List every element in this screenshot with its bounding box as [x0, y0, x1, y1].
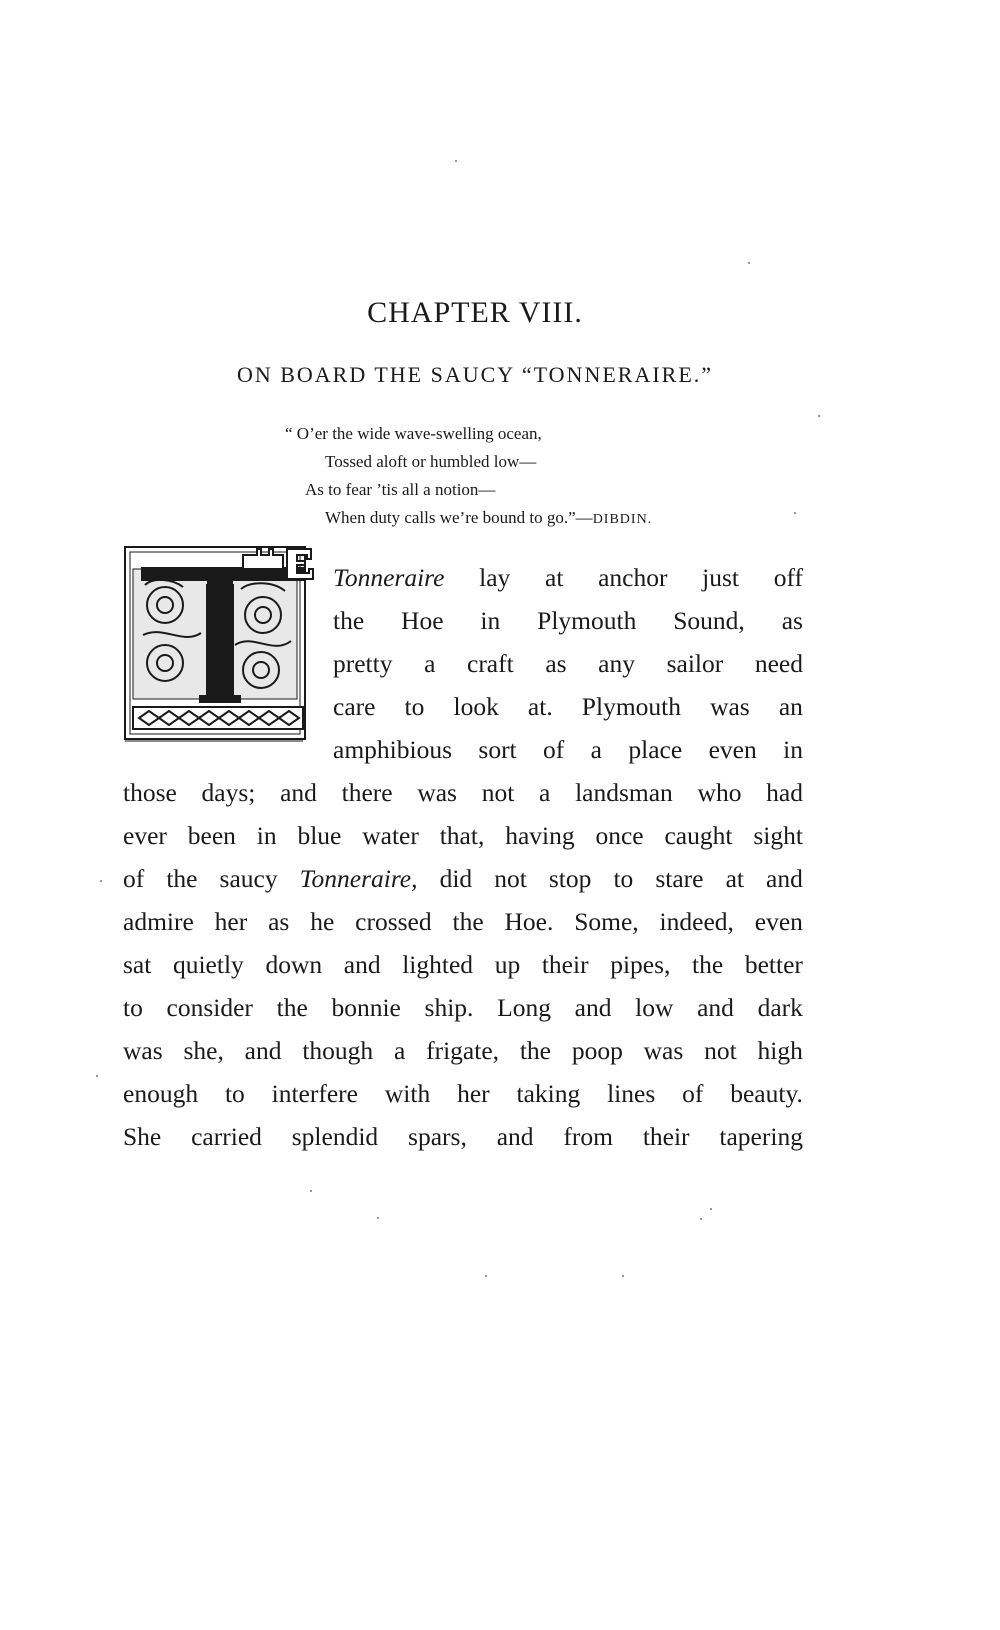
print-speck: [377, 1217, 379, 1219]
word: with: [384, 1079, 431, 1108]
word: and: [343, 950, 381, 979]
word: a: [539, 778, 551, 807]
word: their: [541, 950, 589, 979]
word: care: [333, 692, 376, 721]
word: high: [757, 1036, 803, 1065]
print-speck: [748, 262, 750, 264]
print-speck: [710, 1208, 712, 1210]
text-line: [123, 943, 803, 986]
word: Long: [497, 993, 551, 1022]
word: blue: [297, 821, 342, 850]
word: dark: [757, 993, 803, 1022]
word: sat: [123, 950, 152, 979]
word: consider: [166, 993, 253, 1022]
word: that,: [439, 821, 485, 850]
word: anchor: [598, 563, 668, 592]
print-speck: [310, 1190, 312, 1192]
word: an: [778, 692, 803, 721]
epigraph-line: [285, 504, 652, 534]
text-line: [123, 986, 803, 1029]
word: lay: [479, 563, 511, 592]
print-speck: [818, 415, 820, 417]
word: taking: [516, 1079, 581, 1108]
word: landsman: [575, 778, 673, 807]
word: the: [276, 993, 308, 1022]
text-line: [333, 728, 803, 771]
print-speck: [622, 1275, 624, 1277]
word: Sound,: [673, 606, 745, 635]
epigraph-line: As to fear ’tis all a notion—: [305, 480, 496, 499]
word: from: [563, 1122, 613, 1151]
epigraph-line: “ O’er the wide wave-swelling ocean,: [285, 424, 542, 443]
word: just: [702, 563, 740, 592]
word: been: [187, 821, 236, 850]
word: not: [481, 778, 515, 807]
word: saucy: [219, 864, 278, 893]
word: and: [697, 993, 734, 1022]
word: low: [635, 993, 674, 1022]
word: the: [166, 864, 198, 893]
word: stop: [548, 864, 592, 893]
word: and: [280, 778, 317, 807]
word: of: [682, 1079, 704, 1108]
word: there: [341, 778, 393, 807]
word: and: [244, 1036, 282, 1065]
text-line: [123, 1072, 803, 1115]
word: and: [574, 993, 612, 1022]
word: place: [628, 735, 683, 764]
epigraph-line: Tossed aloft or humbled low—: [325, 452, 537, 471]
word: was: [710, 692, 750, 721]
epigraph: [285, 420, 652, 534]
word: any: [598, 649, 635, 678]
word: Hoe.: [504, 907, 554, 936]
word: Tonneraire,: [299, 864, 418, 893]
word: in: [783, 735, 803, 764]
word: a: [393, 1036, 406, 1065]
word: in: [256, 821, 277, 850]
chapter-title: CHAPTER VIII.: [367, 296, 583, 329]
word: ever: [123, 821, 167, 850]
print-speck: [455, 160, 457, 162]
print-speck: [700, 1218, 702, 1220]
word: She: [123, 1122, 162, 1151]
word: up: [494, 950, 521, 979]
word: quietly: [172, 950, 244, 979]
word: Hoe: [401, 606, 444, 635]
word: of: [123, 864, 145, 893]
text-line: [123, 1029, 803, 1072]
text-line: [333, 599, 803, 642]
word: was: [643, 1036, 684, 1065]
word: in: [480, 606, 501, 635]
epigraph-last-line: When duty calls we’re bound to go.”—: [325, 508, 593, 527]
word: those: [123, 778, 177, 807]
print-speck: [100, 880, 102, 882]
word: admire: [123, 907, 194, 936]
word: and: [766, 864, 803, 893]
word: of: [543, 735, 565, 764]
word: poop: [571, 1036, 623, 1065]
word: even: [754, 907, 803, 936]
word: once: [595, 821, 644, 850]
word: sight: [753, 821, 803, 850]
word: was: [123, 1036, 163, 1065]
word: days;: [201, 778, 256, 807]
word: carried: [191, 1122, 262, 1151]
word: crossed: [355, 907, 432, 936]
print-speck: [485, 1275, 487, 1277]
word: need: [754, 649, 803, 678]
word: and: [496, 1122, 534, 1151]
word: having: [505, 821, 575, 850]
word: even: [708, 735, 757, 764]
word: amphibious: [333, 735, 452, 764]
word: a: [590, 735, 602, 764]
word: Some,: [574, 907, 639, 936]
word: off: [773, 563, 803, 592]
word: pipes,: [610, 950, 671, 979]
word: water: [362, 821, 419, 850]
word: though: [302, 1036, 374, 1065]
word: their: [642, 1122, 690, 1151]
word: Plymouth: [537, 606, 637, 635]
word: at: [545, 563, 564, 592]
print-speck: [794, 512, 796, 514]
word: tapering: [719, 1122, 803, 1151]
text-line: [123, 814, 803, 857]
word: craft: [467, 649, 514, 678]
word: stare: [655, 864, 704, 893]
text-line: [123, 900, 803, 943]
text-line: [333, 556, 803, 599]
word: she,: [183, 1036, 224, 1065]
word: at: [725, 864, 744, 893]
text-line: [333, 642, 803, 685]
word: ship.: [424, 993, 474, 1022]
text-line: [333, 685, 803, 728]
word: lighted: [402, 950, 474, 979]
word: frigate,: [426, 1036, 500, 1065]
word: not: [704, 1036, 737, 1065]
word: did: [439, 864, 473, 893]
word: not: [494, 864, 527, 893]
word: to: [404, 692, 425, 721]
word: he: [310, 907, 335, 936]
word: caught: [664, 821, 733, 850]
word: splendid: [291, 1122, 379, 1151]
word: beauty.: [730, 1079, 803, 1108]
word: lines: [607, 1079, 656, 1108]
word: her: [457, 1079, 490, 1108]
word: sailor: [666, 649, 724, 678]
word: as: [268, 907, 290, 936]
word: enough: [123, 1079, 199, 1108]
word: spars,: [408, 1122, 467, 1151]
word: was: [417, 778, 457, 807]
word: sort: [478, 735, 517, 764]
word: Plymouth: [581, 692, 681, 721]
word: pretty: [333, 649, 393, 678]
text-line: [123, 857, 803, 900]
word: as: [545, 649, 567, 678]
word: who: [697, 778, 742, 807]
word: a: [424, 649, 436, 678]
chapter-subtitle: ON BOARD THE SAUCY “TONNERAIRE.”: [236, 362, 714, 387]
word: down: [265, 950, 323, 979]
body-paragraph: [123, 556, 803, 1158]
word: to: [613, 864, 634, 893]
text-line: [123, 1115, 803, 1158]
word: the: [692, 950, 724, 979]
word: Tonneraire: [333, 563, 445, 592]
word: as: [781, 606, 803, 635]
word: her: [214, 907, 248, 936]
epigraph-attribution: DIBDIN.: [592, 512, 653, 527]
text-line: [123, 771, 803, 814]
word: had: [766, 778, 803, 807]
word: look: [453, 692, 499, 721]
word: the: [519, 1036, 551, 1065]
word: to: [224, 1079, 245, 1108]
word: the: [333, 606, 365, 635]
print-speck: [96, 1075, 98, 1077]
word: the: [452, 907, 484, 936]
word: at.: [527, 692, 553, 721]
word: interfere: [271, 1079, 358, 1108]
word: better: [744, 950, 803, 979]
word: bonnie: [331, 993, 401, 1022]
word: to: [123, 993, 143, 1022]
word: indeed,: [659, 907, 734, 936]
